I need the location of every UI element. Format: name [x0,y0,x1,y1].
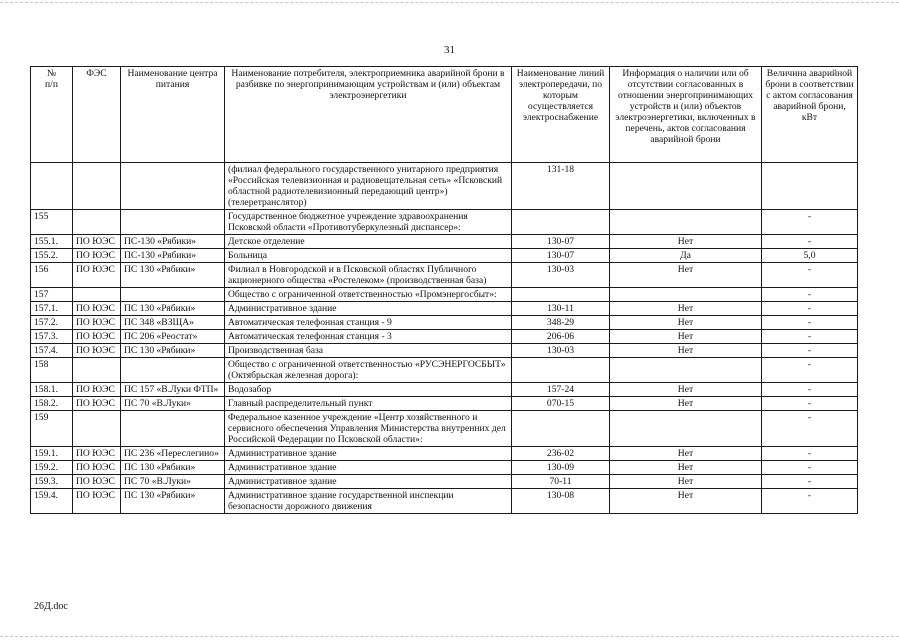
cell-fes: ПО ЮЭС [73,475,121,489]
cell-consumer: (филиал федерального государственного унитарного предприятия «Российская телевизионная и радиовещательная сеть» «Псковский областной радиотелевизионный передающий центр») (телеретранслятор) [225,163,512,210]
header-power-center: Наименование центра питания [121,67,225,163]
cell-fes: ПО ЮЭС [73,330,121,344]
cell-number: 159.3. [31,475,73,489]
cell-number: 159.2. [31,461,73,475]
cell-fes: ПО ЮЭС [73,235,121,249]
header-number: № п/п [31,67,73,163]
cell-agreement: Нет [610,489,762,514]
cell-power-line: 348-29 [512,316,610,330]
table-row [31,263,858,288]
cell-power-line: 131-18 [512,163,610,210]
cell-reserve: - [762,210,858,235]
table-row [31,383,858,397]
cell-agreement: Нет [610,235,762,249]
cell-agreement [610,163,762,210]
cell-fes: ПО ЮЭС [73,447,121,461]
table-row [31,411,858,447]
cell-reserve: - [762,411,858,447]
table-row [31,235,858,249]
table-row [31,330,858,344]
cell-agreement [610,210,762,235]
cell-power-line [512,210,610,235]
cell-reserve: - [762,316,858,330]
cell-fes [73,163,121,210]
table-row [31,489,858,514]
cell-number: 159.4. [31,489,73,514]
cell-fes: ПО ЮЭС [73,397,121,411]
cell-power-center [121,288,225,302]
cell-agreement: Нет [610,461,762,475]
header-fes: ФЭС [73,67,121,163]
table-row [31,397,858,411]
cell-fes [73,358,121,383]
table-row [31,288,858,302]
cell-agreement: Нет [610,344,762,358]
cell-fes: ПО ЮЭС [73,383,121,397]
cell-number: 157.1. [31,302,73,316]
cell-number: 157.3. [31,330,73,344]
cell-fes: ПО ЮЭС [73,344,121,358]
cell-number: 159.1. [31,447,73,461]
cell-power-line: 236-02 [512,447,610,461]
cell-agreement: Нет [610,397,762,411]
cell-consumer: Автоматическая телефонная станция - 3 [225,330,512,344]
cell-consumer: Административное здание [225,475,512,489]
cell-power-center [121,411,225,447]
cell-power-line: 206-06 [512,330,610,344]
document-filename: 26Д.doc [34,601,68,612]
cell-power-center: ПС 130 «Рябики» [121,344,225,358]
cell-reserve: - [762,383,858,397]
cell-number: 155 [31,210,73,235]
cell-reserve: - [762,302,858,316]
cell-fes: ПО ЮЭС [73,249,121,263]
cell-fes: ПО ЮЭС [73,461,121,475]
cell-consumer: Главный распределительный пункт [225,397,512,411]
cell-power-center: ПС-130 «Рябики» [121,235,225,249]
cell-power-line: 130-07 [512,249,610,263]
header-reserve-value: Величина аварийной брони в соответствии с актом согласования аварийной брони, кВт [762,67,858,163]
cell-reserve: - [762,447,858,461]
cell-agreement: Нет [610,447,762,461]
cell-number: 155.1. [31,235,73,249]
cell-agreement [610,411,762,447]
cell-power-center: ПС 130 «Рябики» [121,489,225,514]
header-agreement-info: Информация о наличии или об отсутствии согласованных в отношении энергопринимающих устройств и (или) объектов электроэнергетики, включенных в перечень, актов согласования аварийной брони [610,67,762,163]
cell-power-line: 157-24 [512,383,610,397]
table-row [31,447,858,461]
table-row [31,475,858,489]
cell-power-center: ПС 130 «Рябики» [121,263,225,288]
cell-number: 158.2. [31,397,73,411]
cell-agreement: Нет [610,475,762,489]
cell-fes: ПО ЮЭС [73,316,121,330]
cell-reserve: 5,0 [762,249,858,263]
cell-number: 155.2. [31,249,73,263]
cell-power-center: ПС 130 «Рябики» [121,461,225,475]
cell-reserve: - [762,330,858,344]
table-row [31,316,858,330]
cell-reserve: - [762,358,858,383]
cell-power-center [121,358,225,383]
cell-reserve: - [762,235,858,249]
cell-consumer: Филиал в Новгородской и в Псковской областях Публичного акционерного общества «Ростелеком» (производственная база) [225,263,512,288]
cell-power-center: ПС-130 «Рябики» [121,249,225,263]
cell-power-center: ПС 157 «В.Луки ФТП» [121,383,225,397]
cell-agreement: Нет [610,302,762,316]
cell-consumer: Административное здание [225,447,512,461]
cell-agreement [610,358,762,383]
cell-consumer: Автоматическая телефонная станция - 9 [225,316,512,330]
cell-reserve [762,163,858,210]
cell-power-center: ПС 70 «В.Луки» [121,475,225,489]
cell-agreement: Да [610,249,762,263]
cell-reserve: - [762,461,858,475]
scan-edge-bottom [0,636,899,637]
cell-reserve: - [762,263,858,288]
table-header-row [31,67,858,163]
cell-consumer: Государственное бюджетное учреждение здравоохранения Псковской области «Противотуберкулезный диспансер»: [225,210,512,235]
cell-power-center: ПС 70 «В.Луки» [121,397,225,411]
table-row [31,344,858,358]
cell-fes: ПО ЮЭС [73,302,121,316]
cell-power-line [512,288,610,302]
cell-agreement: Нет [610,316,762,330]
cell-reserve: - [762,475,858,489]
cell-power-line: 130-09 [512,461,610,475]
scan-edge-top [0,2,899,3]
cell-consumer: Административное здание [225,461,512,475]
cell-agreement: Нет [610,263,762,288]
cell-power-line: 130-08 [512,489,610,514]
cell-number: 157 [31,288,73,302]
cell-number: 158.1. [31,383,73,397]
table-row [31,358,858,383]
cell-power-center [121,210,225,235]
cell-reserve: - [762,288,858,302]
cell-consumer: Федеральное казенное учреждение «Центр хозяйственного и сервисного обеспечения Управления Министерства внутренних дел Российской Федерации по Псковской области»: [225,411,512,447]
cell-number [31,163,73,210]
cell-consumer: Административное здание государственной инспекции безопасности дорожного движения [225,489,512,514]
cell-agreement: Нет [610,383,762,397]
cell-consumer: Общество с ограниченной ответственностью «РУСЭНЕРГОСБЫТ» (Октябрьская железная дорога): [225,358,512,383]
cell-power-line [512,358,610,383]
cell-power-line: 70-11 [512,475,610,489]
cell-number: 159 [31,411,73,447]
cell-power-center: ПС 236 «Переслегино» [121,447,225,461]
cell-fes: ПО ЮЭС [73,489,121,514]
cell-power-line: 130-11 [512,302,610,316]
header-power-lines: Наименование линий электропередачи, по которым осуществляется электроснабжение [512,67,610,163]
cell-consumer: Общество с ограниченной ответственностью «Промэнергосбыт»: [225,288,512,302]
reserve-table [30,66,858,514]
cell-number: 157.2. [31,316,73,330]
cell-agreement: Нет [610,330,762,344]
cell-consumer: Производственная база [225,344,512,358]
cell-power-center: ПС 206 «Реостат» [121,330,225,344]
cell-power-line: 130-07 [512,235,610,249]
cell-power-center [121,163,225,210]
cell-power-center: ПС 130 «Рябики» [121,302,225,316]
cell-consumer: Административное здание [225,302,512,316]
cell-power-center: ПС 348 «ВЗЩА» [121,316,225,330]
table-row [31,210,858,235]
cell-number: 156 [31,263,73,288]
cell-reserve: - [762,397,858,411]
cell-reserve: - [762,489,858,514]
table-row [31,249,858,263]
cell-fes: ПО ЮЭС [73,263,121,288]
page-number: 31 [444,44,455,56]
cell-agreement [610,288,762,302]
cell-fes [73,411,121,447]
table-row [31,302,858,316]
cell-power-line [512,411,610,447]
cell-fes [73,288,121,302]
cell-number: 157.4. [31,344,73,358]
cell-consumer: Больница [225,249,512,263]
cell-power-line: 130-03 [512,263,610,288]
cell-consumer: Водозабор [225,383,512,397]
cell-power-line: 070-15 [512,397,610,411]
cell-consumer: Детское отделение [225,235,512,249]
table-row [31,163,858,210]
header-consumer: Наименование потребителя, электроприемника аварийной брони в разбивке по энергопринимающим устройствам и (или) объектам электроэнергетики [225,67,512,163]
cell-fes [73,210,121,235]
cell-reserve: - [762,344,858,358]
cell-number: 158 [31,358,73,383]
cell-power-line: 130-03 [512,344,610,358]
table-row [31,461,858,475]
